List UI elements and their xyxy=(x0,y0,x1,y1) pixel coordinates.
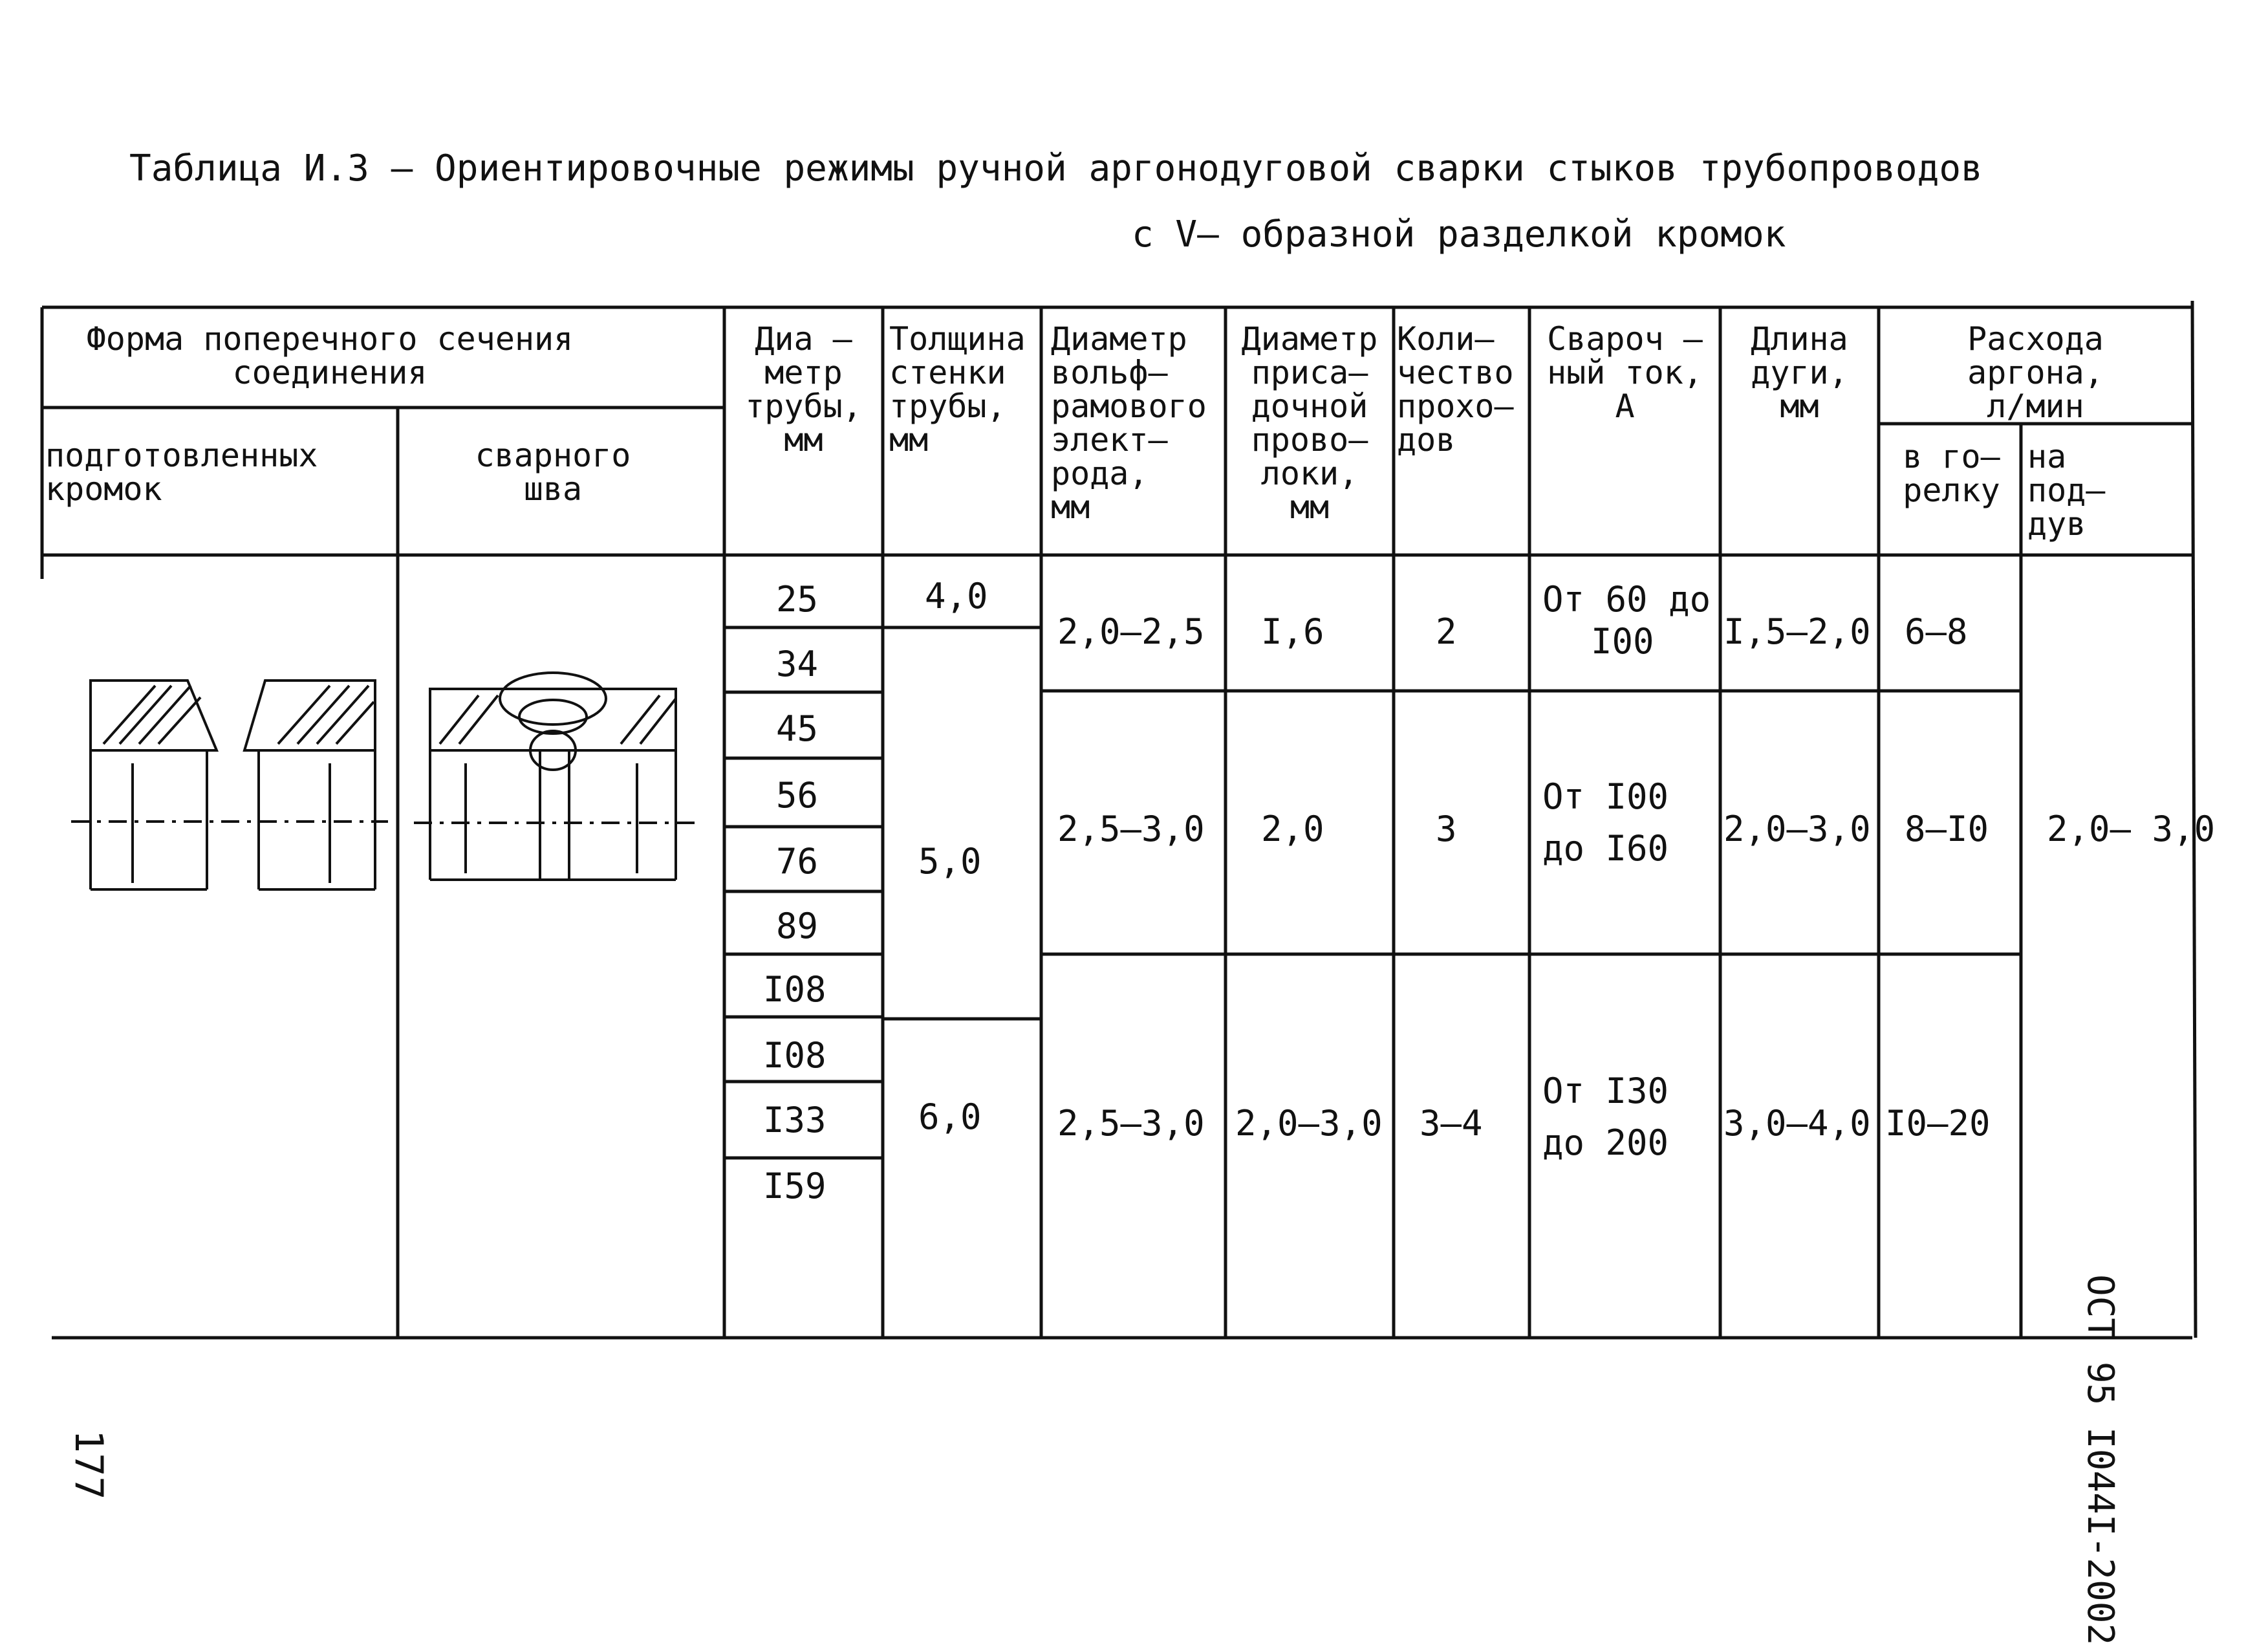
diameter-cell: 89 xyxy=(776,906,819,946)
diameter-cell: 34 xyxy=(776,644,819,684)
table-subtitle: с V– образной разделкой кромок xyxy=(1132,213,1786,256)
filler-cell: 2,0–3,0 xyxy=(1235,1103,1383,1144)
diameter-cell: 45 xyxy=(776,708,819,749)
header-arc-length: Длина дуги, мм xyxy=(1751,320,1848,425)
header-argon-flow: Расхода аргона, л/мин xyxy=(1967,320,2104,425)
thickness-cell: 6,0 xyxy=(918,1096,982,1137)
thickness-cell: 5,0 xyxy=(918,841,982,882)
document-code: ОСТ 95 I044I-2002 xyxy=(2079,1274,2121,1645)
torch-cell: 6–8 xyxy=(1905,611,1968,652)
filler-cell: I,6 xyxy=(1261,611,1324,652)
tungsten-cell: 2,5–3,0 xyxy=(1057,1103,1205,1144)
arc-cell: 3,0–4,0 xyxy=(1723,1103,1871,1144)
backing-cell: 2,0– 3,0 xyxy=(2047,809,2216,849)
current-cell: От I30 xyxy=(1542,1071,1669,1111)
header-welding-current: Свароч – ный ток, А xyxy=(1547,320,1703,425)
prepared-edges-drawing xyxy=(71,681,388,889)
diameter-cell: I33 xyxy=(763,1100,826,1140)
header-pipe-diameter: Диа – метр трубы, мм xyxy=(745,320,862,459)
arc-cell: I,5–2,0 xyxy=(1723,611,1871,652)
header-filler-wire: Диаметр приса– дочной прово– локи, мм xyxy=(1241,320,1378,526)
diameter-cell: 25 xyxy=(776,579,819,620)
page-number: 177 xyxy=(66,1430,111,1500)
tungsten-cell: 2,5–3,0 xyxy=(1057,809,1205,849)
arc-cell: 2,0–3,0 xyxy=(1723,809,1871,849)
diameter-cell: I08 xyxy=(763,1035,826,1076)
header-argon-torch: в го– релку xyxy=(1903,438,2000,509)
thickness-cell: 4,0 xyxy=(925,576,988,616)
passes-cell: 3–4 xyxy=(1420,1103,1483,1144)
diameter-cell: I08 xyxy=(763,969,826,1010)
current-cell: до 200 xyxy=(1542,1122,1669,1163)
torch-cell: 8–I0 xyxy=(1905,809,1989,849)
diameter-cell: I59 xyxy=(763,1166,826,1206)
header-wall-thickness: Толщина стенки трубы, мм xyxy=(889,320,1026,459)
header-prepared-edges: подготовленных кромок xyxy=(45,437,318,508)
passes-cell: 3 xyxy=(1436,809,1457,849)
filler-cell: 2,0 xyxy=(1261,809,1324,849)
current-cell: От 60 до xyxy=(1542,579,1711,620)
weld-seam-drawing xyxy=(414,673,698,880)
diameter-cell: 56 xyxy=(776,775,819,816)
diameter-cell: 76 xyxy=(776,841,819,882)
header-weld-seam: сварного шва xyxy=(475,437,631,508)
header-argon-backing: на под– дув xyxy=(2027,438,2106,543)
torch-cell: I0–20 xyxy=(1885,1103,1991,1144)
header-form: Форма поперечного сечения соединения xyxy=(86,320,574,391)
header-tungsten-electrode: Диаметр вольф– рамового элект– рода, мм xyxy=(1051,320,1207,526)
current-cell: I00 xyxy=(1591,621,1654,662)
passes-cell: 2 xyxy=(1436,611,1457,652)
current-cell: до I60 xyxy=(1542,828,1669,869)
table-title: Таблица И.3 – Ориентировочные режимы ручной аргонодуговой сварки стыков трубопроводов xyxy=(129,147,1983,190)
current-cell: От I00 xyxy=(1542,776,1669,817)
header-passes: Коли– чество прохо– дов xyxy=(1397,320,1514,459)
tungsten-cell: 2,0–2,5 xyxy=(1057,611,1205,652)
